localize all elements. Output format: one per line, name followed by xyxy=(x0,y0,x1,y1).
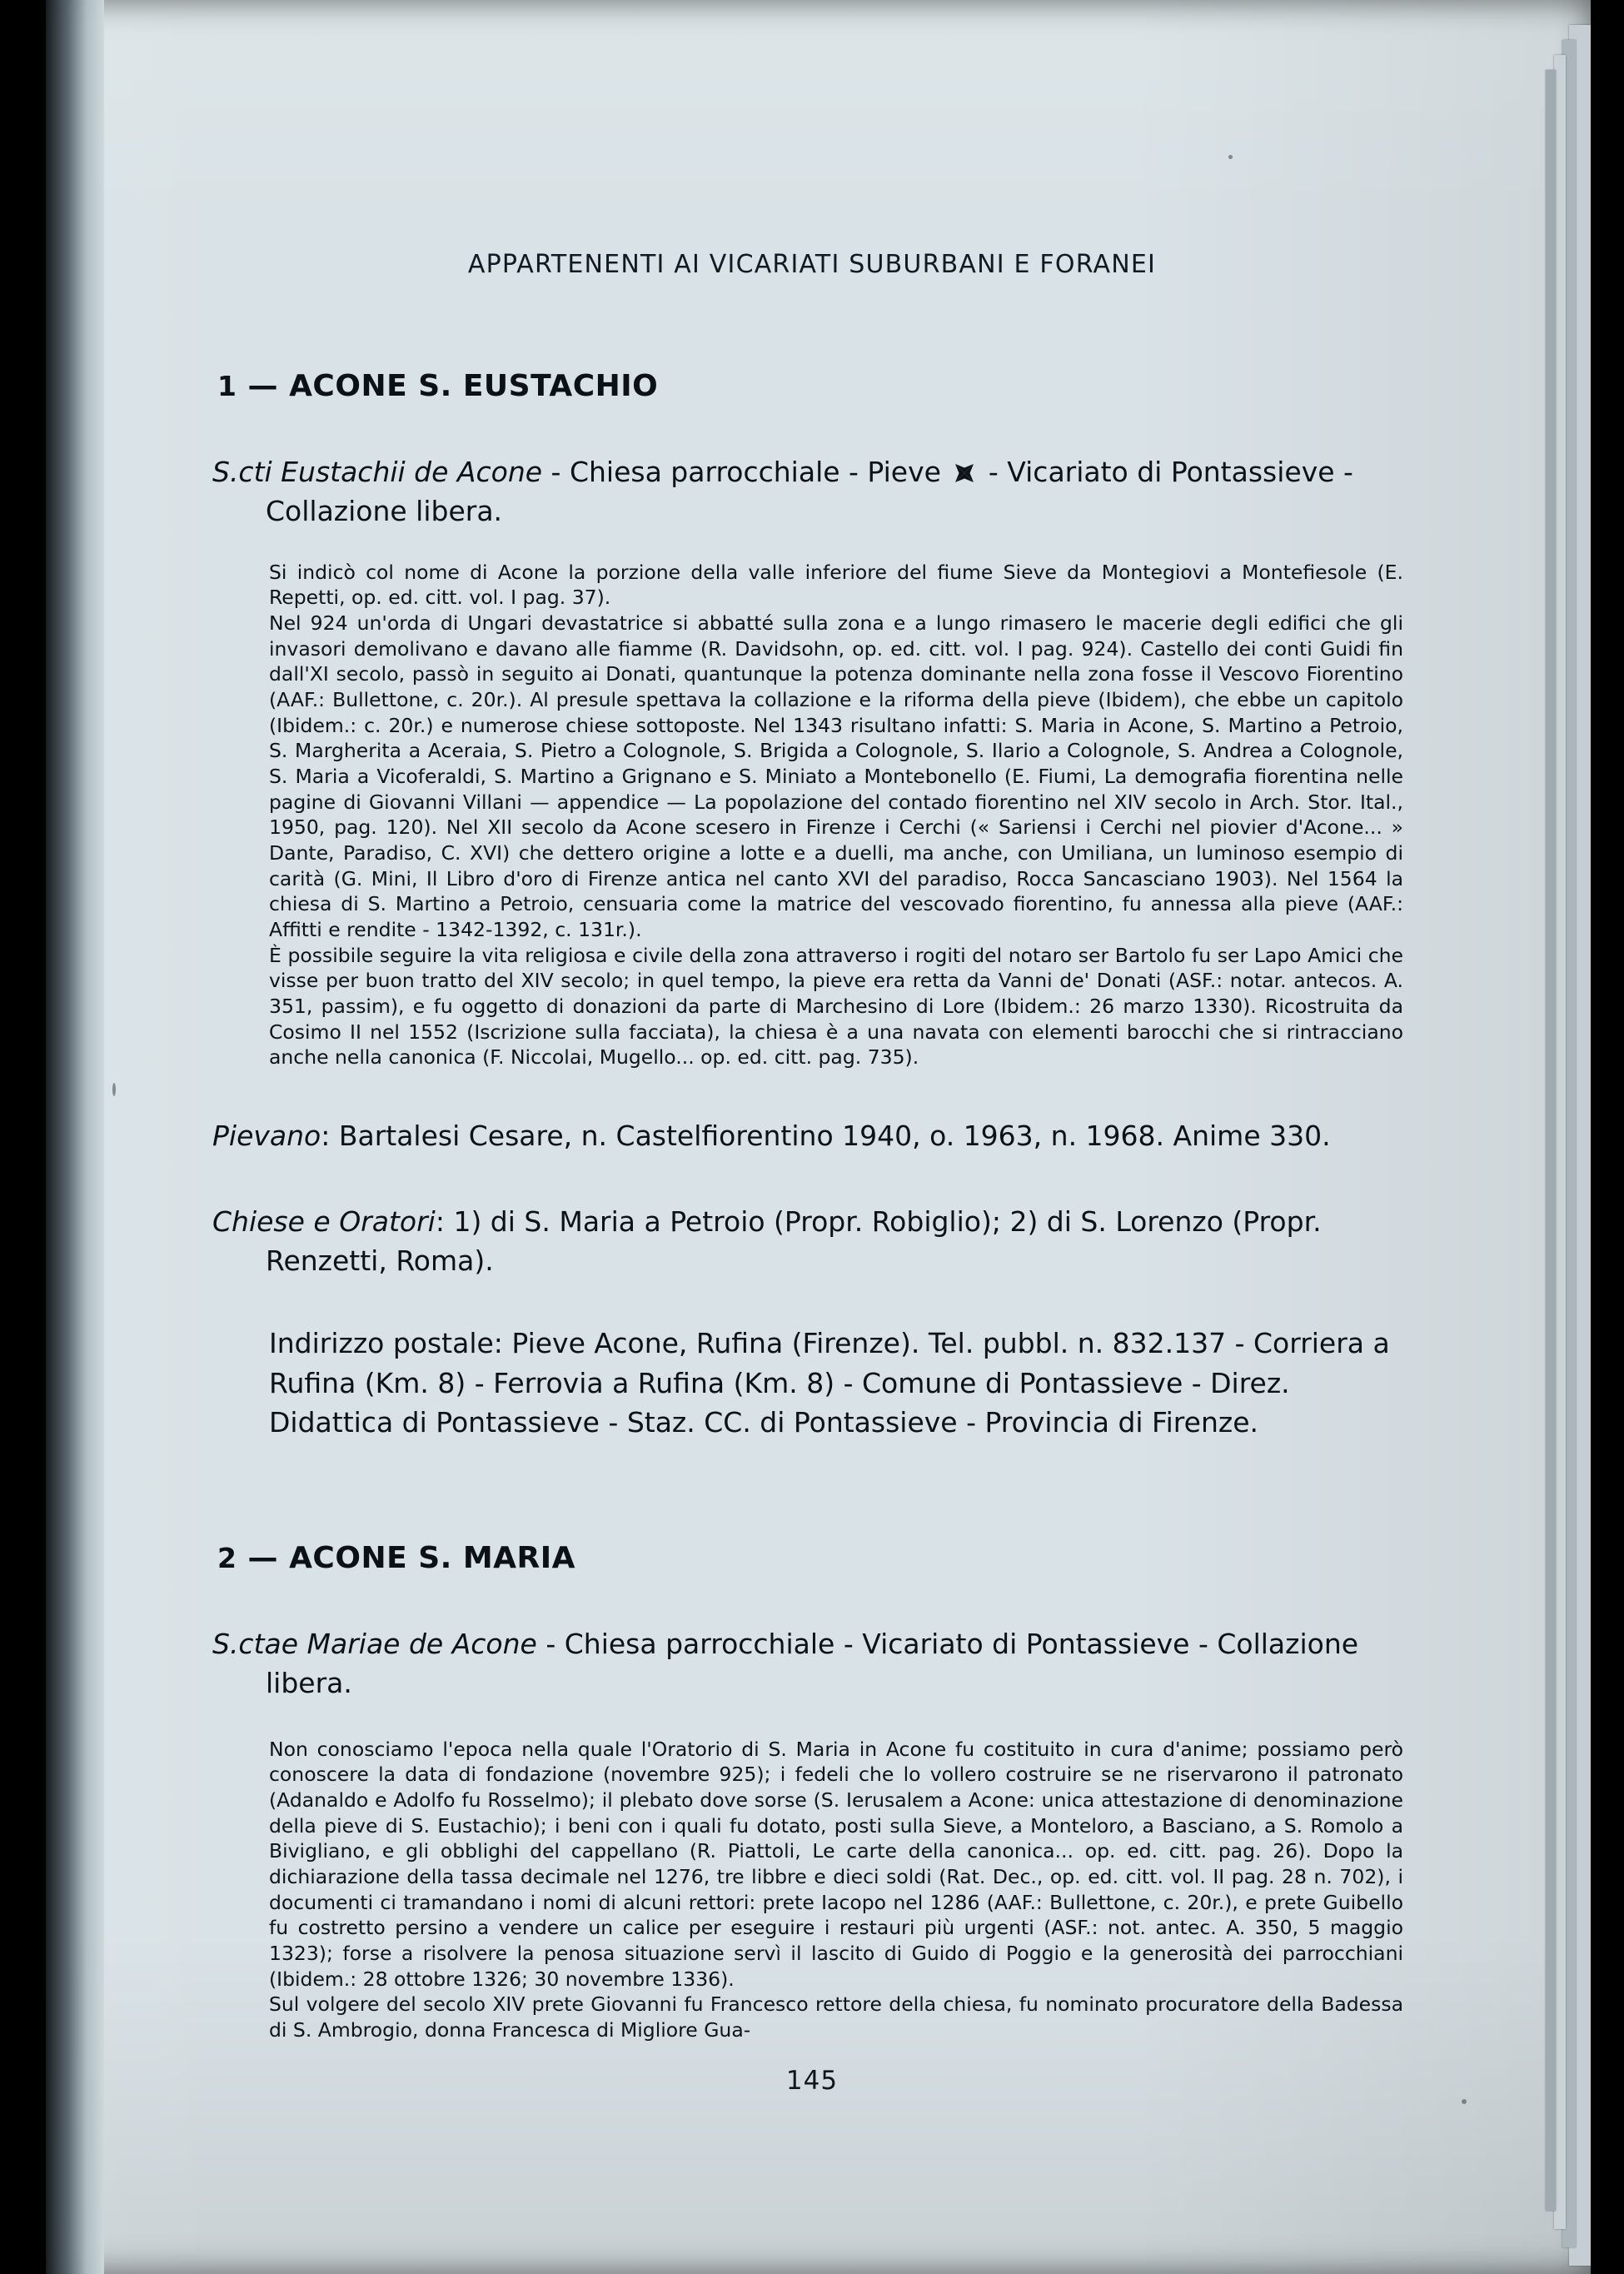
lemma-latin-name-2: S.ctae Mariae de Acone xyxy=(212,1627,537,1660)
entry-dash-2: — xyxy=(247,1540,279,1575)
page-edge-fan xyxy=(1554,55,1566,2229)
field-chiese-oratori-1 xyxy=(212,1203,1412,1281)
running-head: APPARTENENTI AI VICARIATI SUBURBANI E FORANEI xyxy=(467,250,1157,279)
entry-note-1 xyxy=(269,560,1403,1070)
note-paragraph: Si indicò col nome di Acone la porzione della valle inferiore del fiume Sieve da Montegiovi a Montefiesole (E. Repetti, op. ed. citt. vol. I pag. 37). xyxy=(269,560,1403,610)
note-paragraph: Nel 924 un'orda di Ungari devastatrice si abbatté sulla zona e a lungo rimasero le macerie degli edifici che gli invasori demolivano e davano alle fiamme (R. Davidsohn, op. ed. citt. vol. I pag. 924). Castello dei conti Guidi fin dall'XI secolo, passò in seguito ai Donati, quantunque la potenza dominante nella zona fosse il Vescovo Fiorentino (AAF.: Bullettone, c. 20r.). Al presule spettava la collazione e la riforma della pieve (Ibidem), che ebbe un capitolo (Ibidem.: c. 20r.) e numerose chiese sottoposte. Nel 1343 risultano infatti: S. Maria in Acone, S. Martino a Petroio, S. Margherita a Aceraia, S. Pietro a Colognole, S. Brigida a Colognole, S. Ilario a Colognole, S. Andrea a Colognole, S. Maria a Vicoferaldi, S. Martino a Grignano e S. Miniato a Montebonello (E. Fiumi, La demografia fiorentina nelle pagine di Giovanni Villani — appendice — La popolazione del contado fiorentino nel XIV secolo in Arch. Stor. Ital., 1950, pag. 120). Nel XII secolo da Acone scesero in Firenze i Cerchi (« Sariensi i Cerchi nel piovier d'Acone... » Dante, Paradiso, C. XVI) che dettero origine a lotte e a duelli, ma anche, con Umiliana, un luminoso esempio di carità (G. Mini, Il Libro d'oro di Firenze antica nel canto XVI del paradiso, Rocca Sancasciano 1903). Nel 1564 la chiesa di S. Martino a Petroio, censuaria come la matrice del vescovado fiorentino, fu annessa alla pieve (AAF.: Affitti e rendite - 1342-1392, c. 131r.). xyxy=(269,611,1403,941)
note-paragraph: È possibile seguire la vita religiosa e civile della zona attraverso i rogiti del notaro ser Bartolo fu ser Lapo Amici che visse per buon tratto del XIV secolo; in quel tempo, la pieve era retta da Vanni de' Donati (ASF.: notar. antecos. A. 351, passim), e fu oggetto di donazioni da parte di Marchesino di Lore (Ibidem.: 26 marzo 1330). Ricostruita da Cosimo II nel 1552 (Iscrizione sulla facciata), la chiesa è a una navata con elementi barocchi che si rintracciano anche nella canonica (F. Niccolai, Mugello... op. ed. citt. pag. 735). xyxy=(269,943,1403,1070)
lemma-text-2: - Chiesa parrocchiale - Vicariato di Pontassieve - Collazione libera. xyxy=(266,1627,1359,1699)
lemma-latin-name-1: S.cti Eustachii de Acone xyxy=(212,456,543,488)
page-content xyxy=(212,0,1412,2096)
note-paragraph: Sul volgere del secolo XIV prete Giovanni fu Francesco rettore della chiesa, fu nominato procuratore della Badessa di S. Ambrogio, donna Francesca di Migliore Gua- xyxy=(269,1992,1403,2042)
entry-heading-2: ACONE S. MARIA xyxy=(289,1540,575,1575)
entry-number-2: 2 xyxy=(217,1541,237,1574)
note-paragraph: Non conosciamo l'epoca nella quale l'Oratorio di S. Maria in Acone fu costituito in cura d'anime; possiamo però conoscere la data di fondazione (novembre 925); i fedeli che lo vollero costruire se ne riservarono il patronato (Adanaldo e Adolfo fu Rosselmo); il plebato dove sorse (S. Ierusalem a Acone: unica attestazione di denominazione della pieve di S. Eustachio); i beni con i quali fu dotato, posti sulla Sieve, a Monteloro, a Basciano, a S. Romolo a Bivigliano, e gli obblighi del cappellano (R. Piattoli, Le carte della canonica... op. ed. citt. pag. 26). Dopo la dichiarazione della tassa decimale nel 1276, tre libbre e dieci soldi (Rat. Dec., op. ed. citt. vol. II pag. 28 n. 702), i documenti ci tramandano i nomi di alcuni rettori: prete Iacopo nel 1286 (AAF.: Bullettone, c. 20r.), e prete Guibello fu costretto persino a vendere un calice per eseguire i restauri più urgenti (ASF.: not. antec. A. 350, 5 maggio 1323); forse a risolvere la penosa situazione servì il lascito di Guido di Poggio e la generosità dei parrocchiani (Ibidem.: 28 ottobre 1326; 30 novembre 1336). xyxy=(269,1737,1403,1991)
entry-title-1 xyxy=(217,369,1412,403)
entry-lemma-2 xyxy=(212,1625,1412,1703)
entry-dash-1: — xyxy=(247,369,279,403)
field-label: Pievano xyxy=(212,1119,321,1152)
lemma-text-before-cross-1: - Chiesa parrocchiale - Pieve xyxy=(542,456,950,488)
field-pievano-1 xyxy=(212,1117,1412,1156)
field-value: : Bartalesi Cesare, n. Castelfiorentino 1940, o. 1963, n. 1968. Anime 330. xyxy=(321,1119,1331,1152)
field-value: : 1) di S. Maria a Petroio (Propr. Robiglio); 2) di S. Lorenzo (Propr. Renzetti, Roma). xyxy=(266,1204,1322,1277)
postal-address-1: Indirizzo postale: Pieve Acone, Rufina (Firenze). Tel. pubbl. n. 832.137 - Corriera a Rufina (Km. 8) - Ferrovia a Rufina (Km. 8) - Comune di Pontassieve - Direz. Didattica di Pontassieve - Staz. CC. di Pontassieve - Provincia di Firenze. xyxy=(269,1327,1390,1439)
page-edge-fan xyxy=(1546,70,1556,2211)
entry-heading-1: ACONE S. EUSTACHIO xyxy=(289,369,659,403)
book-page xyxy=(46,0,1591,2274)
entry-title-2 xyxy=(217,1541,1412,1575)
entry-note-2 xyxy=(269,1737,1403,2043)
page-gutter-shadow xyxy=(46,0,104,2274)
maltese-cross-icon xyxy=(954,462,975,484)
entry-lemma-1 xyxy=(212,453,1412,531)
scan-speck xyxy=(1462,2099,1467,2104)
scan-speck xyxy=(112,1083,116,1096)
field-label: Chiese e Oratori xyxy=(212,1204,436,1238)
entry-number-1: 1 xyxy=(217,370,237,402)
page-number: 145 xyxy=(785,2066,839,2096)
lemma-text-after-cross-1: - Vicariato di Pontassieve - Collazione libera. xyxy=(266,456,1353,527)
